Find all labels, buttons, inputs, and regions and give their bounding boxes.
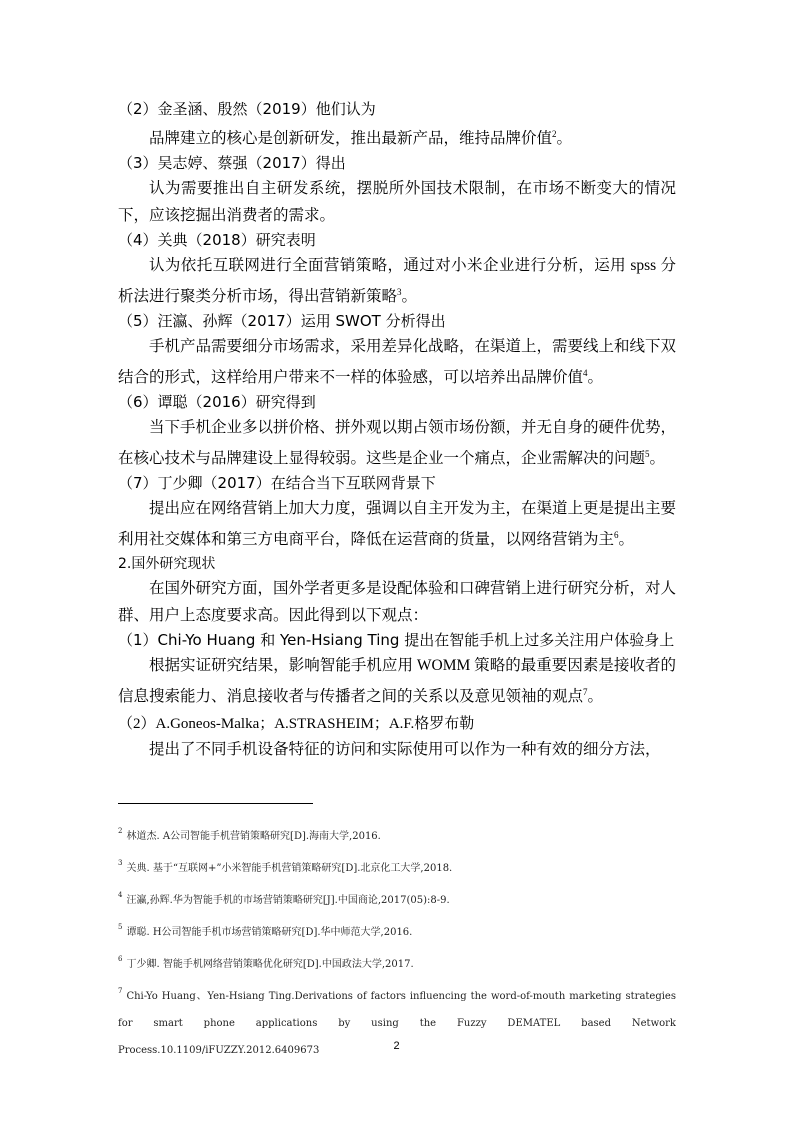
section-heading (118, 553, 676, 575)
text: 手机产品需要细分市场需求，采用差异化战略，在渠道上，需要线上和线下双结合的形式，这样给用户带来不一样的体验感，可以培养出品牌价值 (118, 338, 677, 386)
subheading (118, 472, 676, 495)
punctuation: 。 (587, 688, 604, 705)
punctuation: 。 (649, 450, 666, 467)
text: （2）A.Goneos-Malka；A.STRASHEIM；A.F.格罗布勒 (118, 716, 475, 732)
footnote (118, 946, 676, 978)
footnote-text: 关典. 基于“互联网+”小米智能手机营销策略研究[D].北京化工大学,2018. (126, 863, 453, 874)
footnote-separator (118, 803, 313, 804)
footnotes (118, 818, 676, 1064)
text: 在国外研究方面，国外学者更多是设配体验和口碑营销上进行研究分析，对人群、用户上态度要求高。因此得到以下观点： (118, 580, 677, 624)
text: 根据实证研究结果，影响智能手机应用 WOMM 策略的最重要因素是接收者的信息搜索能力、消息接收者与传播者之间的关系以及意见领袖的观点 (118, 657, 676, 705)
subheading (118, 629, 676, 652)
subheading (118, 310, 676, 333)
paragraph (118, 736, 676, 763)
footnote-ref[interactable]: 3 (397, 287, 402, 297)
text: 认为依托互联网进行全面营销策略，通过对小米企业进行分析，运用 spss 分析法进行聚类分析市场，得出营销新策略 (118, 257, 676, 305)
footnote-number: 2 (118, 827, 123, 835)
text: （1）Chi-Yo Huang 和 Yen-Hsiang Ting 提出在智能手机上过多关注用户体验身上 (118, 631, 675, 649)
page-number: 2 (393, 1040, 400, 1052)
text: （7）丁少卿（2017）在结合当下互联网背景下 (118, 474, 436, 492)
footnote (118, 850, 676, 882)
footnote-ref[interactable]: 5 (645, 449, 650, 459)
text: 当下手机企业多以拼价格、拼外观以期占领市场份额，并无自身的硬件优势，在核心技术与品牌建设上显得较弱。这些是企业一个痛点，企业需解决的问题 (118, 419, 677, 467)
subheading (118, 229, 676, 252)
footnote-number: 3 (118, 859, 123, 867)
paragraph (118, 175, 676, 229)
footnote-text: 丁少卿. 智能手机网络营销策略优化研究[D].中国政法大学,2017. (126, 959, 414, 970)
footnote-number: 4 (118, 891, 123, 899)
text: 品牌建立的核心是创新研发，推出最新产品，维持品牌价值 (149, 130, 553, 147)
subheading (118, 152, 676, 175)
footnote-ref[interactable]: 2 (552, 129, 557, 139)
text: （6）谭聪（2016）研究得到 (118, 393, 316, 411)
paragraph (118, 652, 676, 710)
punctuation: 。 (618, 531, 635, 548)
footnote-ref[interactable]: 7 (583, 687, 588, 697)
punctuation: 。 (556, 130, 573, 147)
punctuation: 。 (587, 369, 604, 386)
footnote-number: 7 (118, 987, 123, 995)
footnote-text: 谭聪. H公司智能手机市场营销策略研究[D].华中师范大学,2016. (126, 927, 413, 938)
text: 2.国外研究现状 (118, 556, 216, 572)
footnote-ref[interactable]: 4 (583, 368, 588, 378)
footnote-number: 6 (118, 955, 123, 963)
text: （5）汪瀛、孙辉（2017）运用 SWOT 分析得出 (118, 312, 446, 330)
paragraph (118, 495, 676, 553)
footnote-text: 林道杰. A公司智能手机营销策略研究[D].海南大学,2016. (126, 831, 381, 842)
subheading (118, 712, 676, 736)
text: （4）关典（2018）研究表明 (118, 231, 316, 249)
text: （3）吴志婷、蔡强（2017）得出 (118, 154, 346, 172)
footnote (118, 914, 676, 946)
text: 认为需要推出自主研发系统，摆脱所外国技术限制，在市场不断变大的情况下，应该挖掘出消费者的需求。 (118, 180, 676, 224)
text: 提出应在网络营销上加大力度，强调以自主开发为主，在渠道上更是提出主要利用社交媒体和第三方电商平台，降低在运营商的货量，以网络营销为主 (118, 500, 677, 548)
paragraph (118, 414, 676, 472)
text: 提出了不同手机设备特征的访问和实际使用可以作为一种有效的细分方法， (149, 741, 661, 758)
paragraph (118, 575, 676, 629)
subheading (118, 391, 676, 414)
body-text (118, 98, 676, 763)
paragraph (118, 121, 676, 152)
footnote-text: Chi-Yo Huang、Yen-Hsiang Ting.Derivations of factors influencing the word-of-mouth marketing strategies for smart phone applications by using the Fuzzy DEMATEL based Network Process.10.1109/iFUZZY.2012.6409673 (118, 991, 676, 1056)
paragraph (118, 333, 676, 391)
punctuation: 。 (401, 288, 418, 305)
footnote (118, 818, 676, 850)
paragraph (118, 252, 676, 310)
footnote-ref[interactable]: 6 (614, 530, 619, 540)
footnote-number: 5 (118, 923, 123, 931)
subheading (118, 98, 676, 121)
footnote (118, 882, 676, 914)
text: （2）金圣涵、殷然（2019）他们认为 (118, 100, 376, 118)
footnote-text: 汪瀛,孙辉.华为智能手机的市场营销策略研究[J].中国商论,2017(05):8-9. (126, 895, 450, 906)
